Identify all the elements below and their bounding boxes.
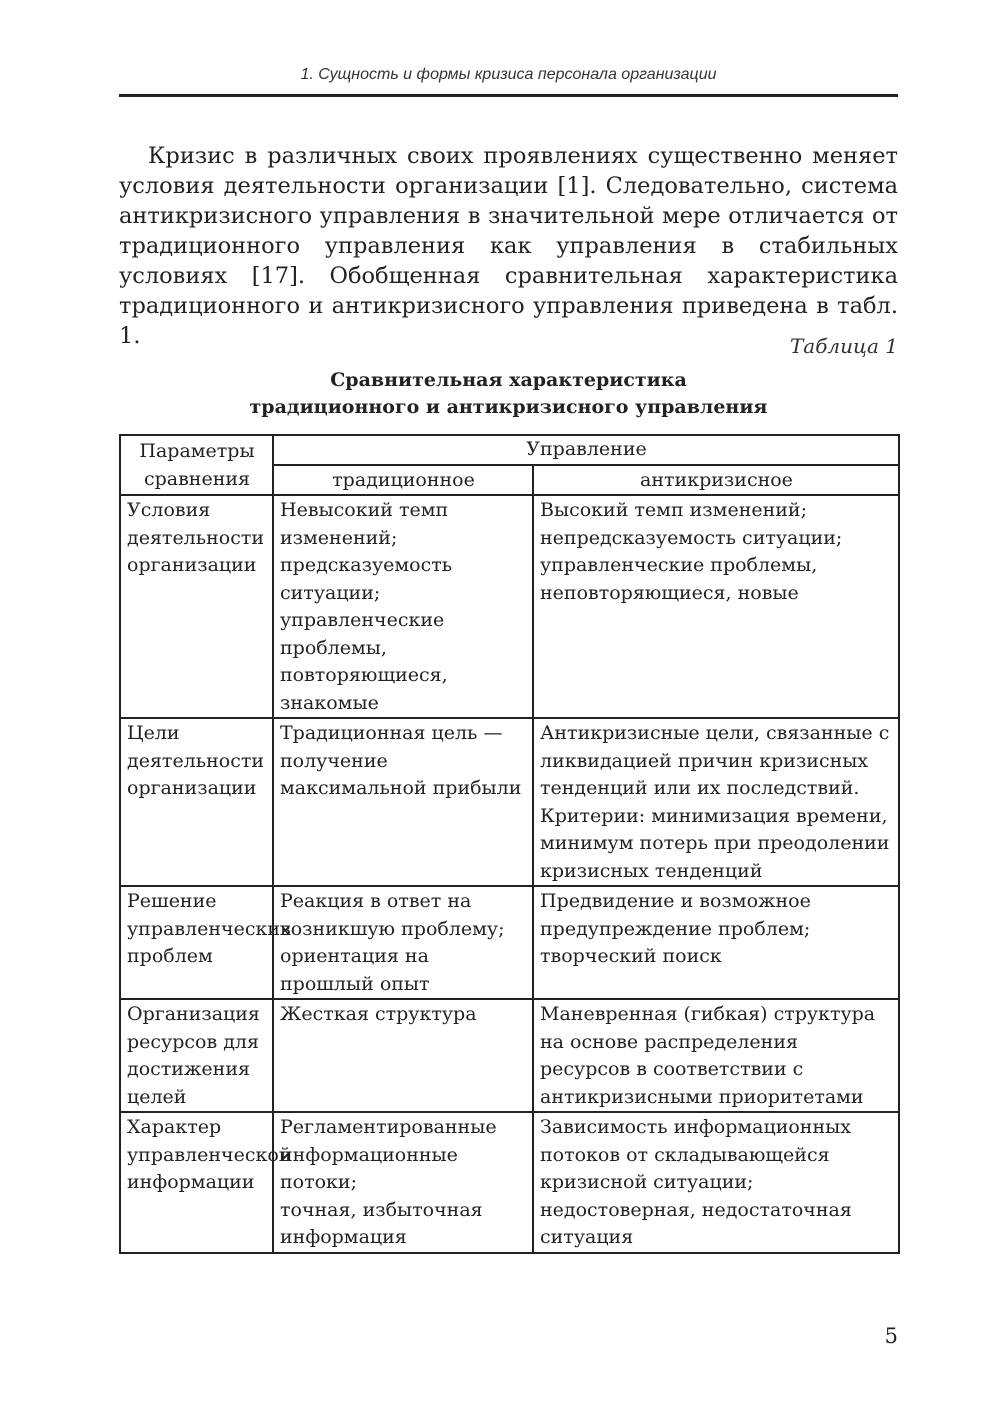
page-number: 5 (884, 1324, 898, 1348)
row-traditional-cell: Реакция в ответ на возникшую проблему; ориентация на прошлый опыт (273, 886, 533, 999)
table-row (120, 999, 899, 1112)
header-group: Управление (273, 435, 899, 465)
running-header: 1. Сущность и формы кризиса персонала организации (300, 66, 717, 83)
row-traditional-cell: Традиционная цель — получение максимальной прибыли (273, 718, 533, 886)
header-traditional: традиционное (273, 465, 533, 496)
row-anticrisis-cell: Антикризисные цели, связанные с ликвидацией причин кризисных тенденций или их последствий. Критерии: минимизация времени, минимум потерь при преодолении кризисных тенденций (533, 718, 899, 886)
row-traditional-cell: Жесткая структура (273, 999, 533, 1112)
table-label: Таблица 1 (789, 334, 898, 358)
header-params: Параметры сравнения (120, 435, 273, 495)
row-param-cell: Цели деятельности организации (120, 718, 273, 886)
row-traditional-cell: Регламентированные информационные потоки; точная, избыточная информация (273, 1112, 533, 1253)
table-title (119, 367, 898, 421)
table-row (120, 495, 899, 718)
table-row (120, 1112, 899, 1253)
row-anticrisis-cell: Предвидение и возможное предупреждение проблем; творческий поиск (533, 886, 899, 999)
table-title-line-2: традиционного и антикризисного управления (249, 396, 768, 418)
row-anticrisis-cell: Высокий темп изменений; непредсказуемость ситуации; управленческие проблемы, неповторяющиеся, новые (533, 495, 899, 718)
row-param-cell: Характер управленческой информации (120, 1112, 273, 1253)
row-param-cell: Решение управленческих проблем (120, 886, 273, 999)
row-param-cell: Организация ресурсов для достижения целей (120, 999, 273, 1112)
header-rule (119, 94, 898, 97)
table-row (120, 886, 899, 999)
row-anticrisis-cell: Зависимость информационных потоков от складывающейся кризисной ситуации; недостоверная, недостаточная ситуация (533, 1112, 899, 1253)
body-paragraph: Кризис в различных своих проявлениях существенно меняет условия деятельности организации [1]. Следовательно, система антикризисного управления в значительной мере отличается от традиционного управления как управления в стабильных условиях [17]. Обобщенная сравнительная характеристика традиционного и антикризисного управления приведена в табл. 1. (119, 143, 898, 349)
table-body (120, 495, 899, 1253)
header-anticrisis: антикризисное (533, 465, 899, 496)
table-title-line-1: Сравнительная характеристика (330, 369, 687, 391)
row-param-cell: Условия деятельности организации (120, 495, 273, 718)
row-anticrisis-cell: Маневренная (гибкая) структура на основе распределения ресурсов в соответствии с антикризисными приоритетами (533, 999, 899, 1112)
table-row (120, 718, 899, 886)
row-traditional-cell: Невысокий темп изменений; предсказуемость ситуации; управленческие проблемы, повторяющиеся, знакомые (273, 495, 533, 718)
comparison-table (119, 434, 900, 1254)
